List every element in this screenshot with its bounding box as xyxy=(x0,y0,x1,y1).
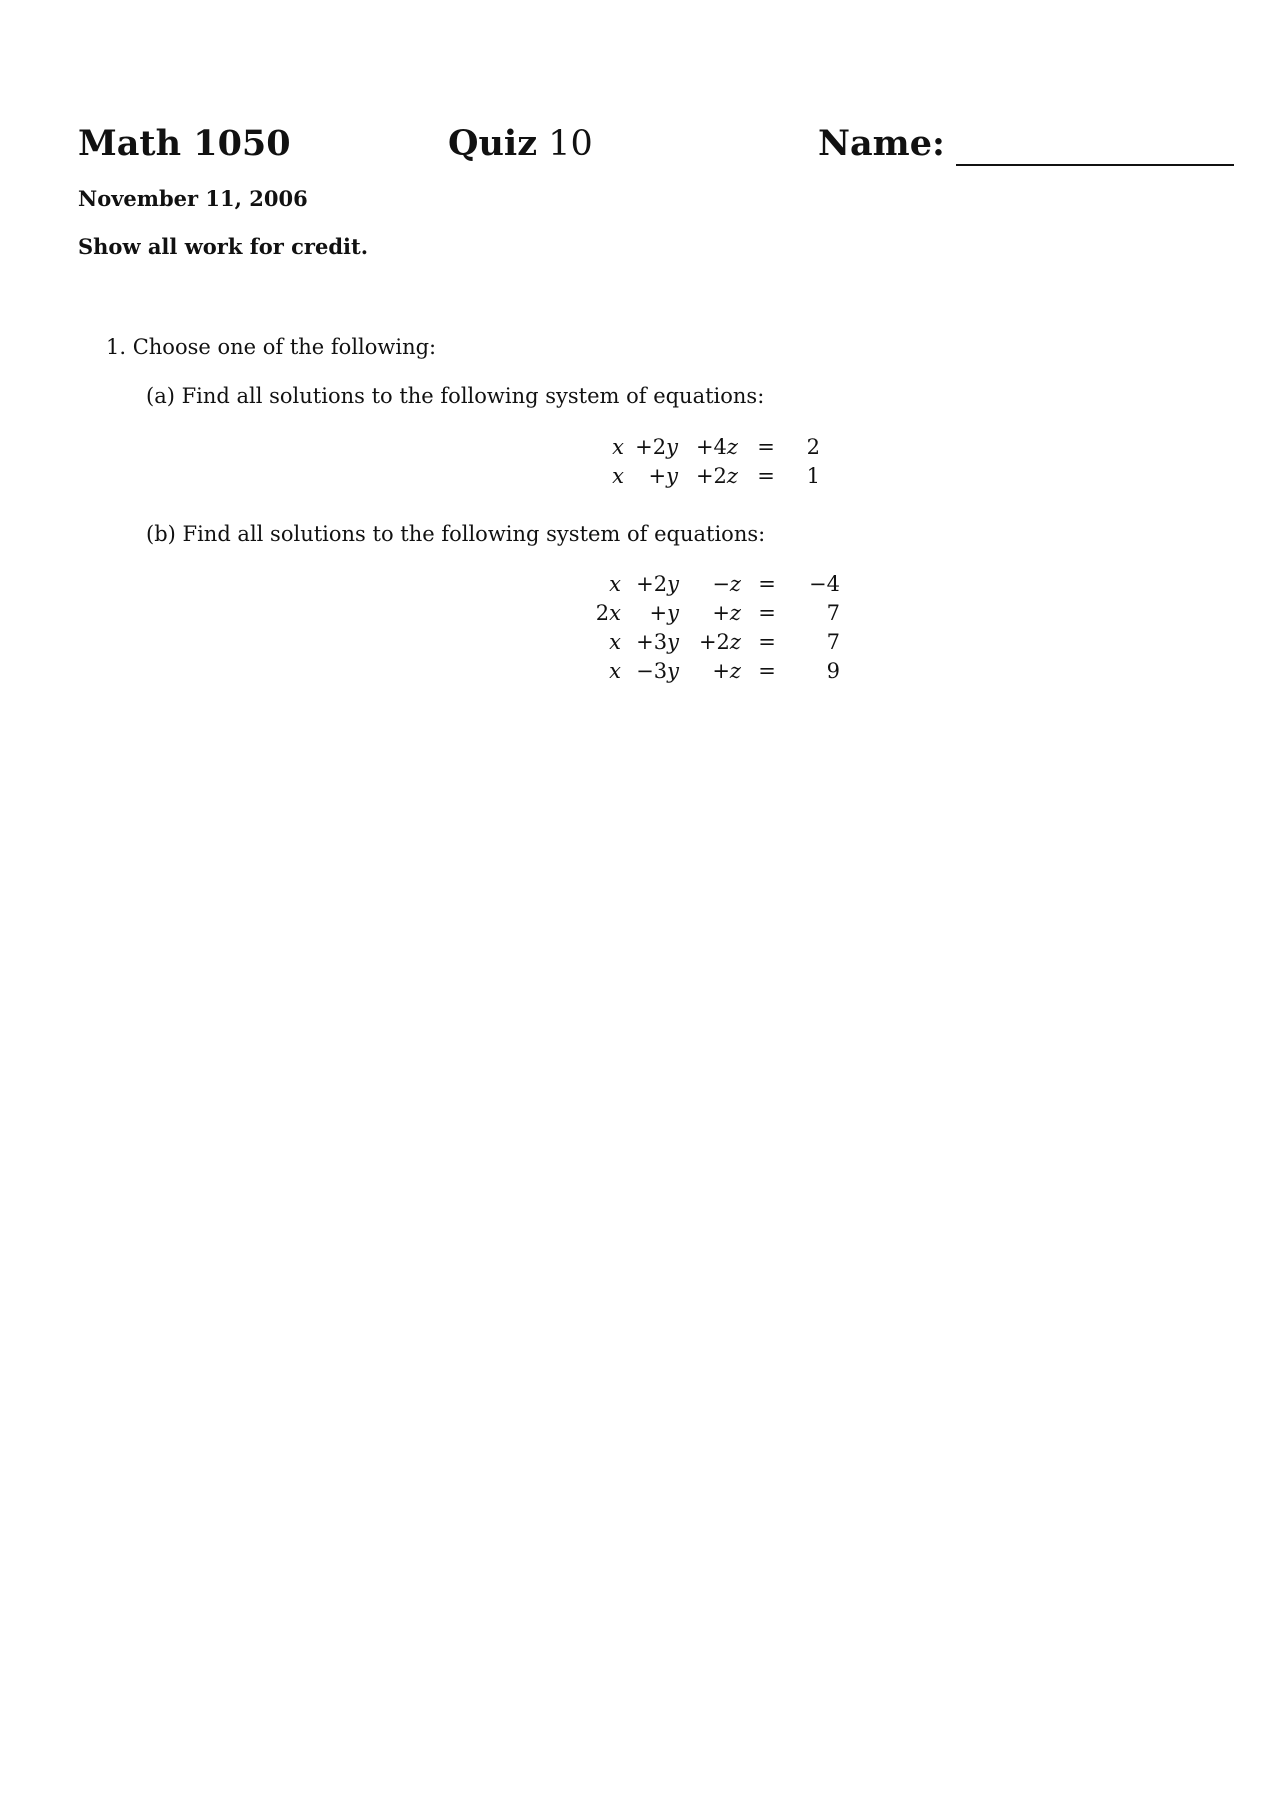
equals-sign: = xyxy=(758,659,776,683)
equation-term: +2y xyxy=(635,435,678,459)
equation-rhs: 1 xyxy=(806,464,820,488)
equation-term: −z xyxy=(712,572,741,596)
equation-term: +4z xyxy=(695,435,738,459)
equation-row xyxy=(590,433,820,462)
equation-term: −3y xyxy=(636,659,679,683)
equals-sign: = xyxy=(758,601,776,625)
equation-term: +y xyxy=(649,601,679,625)
equation-term: x xyxy=(609,659,621,683)
equation-term: x xyxy=(612,464,624,488)
equation-term: x xyxy=(612,435,624,459)
equation-term: +2z xyxy=(695,464,738,488)
equation-term: +3y xyxy=(636,630,679,654)
question-1a-prompt: (a) Find all solutions to the following system of equations: xyxy=(146,384,765,408)
course-title: Math 1050 xyxy=(78,123,291,164)
equals-sign: = xyxy=(758,630,776,654)
name-blank-line xyxy=(956,164,1234,166)
equation-system-b xyxy=(585,570,840,686)
equation-rhs: −4 xyxy=(809,572,840,596)
equation-term: +z xyxy=(712,601,741,625)
equals-sign: = xyxy=(758,572,776,596)
equation-term: 2x xyxy=(595,601,621,625)
equation-system-a xyxy=(590,433,820,491)
quiz-date: November 11, 2006 xyxy=(78,186,308,211)
name-label: Name: xyxy=(818,123,945,164)
equation-row xyxy=(585,599,840,628)
equals-sign: = xyxy=(757,435,775,459)
instructions: Show all work for credit. xyxy=(78,234,369,259)
equation-term: x xyxy=(609,630,621,654)
quiz-number: 10 xyxy=(548,124,593,164)
equals-sign: = xyxy=(757,464,775,488)
equation-row xyxy=(590,462,820,491)
equation-term: +2z xyxy=(698,630,741,654)
equation-rhs: 7 xyxy=(826,630,840,654)
equation-row xyxy=(585,657,840,686)
equation-term: +z xyxy=(712,659,741,683)
quiz-title xyxy=(448,122,593,166)
equation-row xyxy=(585,628,840,657)
equation-term: +y xyxy=(648,464,678,488)
equation-rhs: 9 xyxy=(826,659,840,683)
quiz-label: Quiz xyxy=(448,123,538,164)
equation-rhs: 2 xyxy=(806,435,820,459)
question-1-intro: 1. Choose one of the following: xyxy=(106,335,437,359)
equation-row xyxy=(585,570,840,599)
question-1b-prompt: (b) Find all solutions to the following system of equations: xyxy=(146,522,766,546)
equation-rhs: 7 xyxy=(826,601,840,625)
equation-term: x xyxy=(609,572,621,596)
equation-term: +2y xyxy=(636,572,679,596)
